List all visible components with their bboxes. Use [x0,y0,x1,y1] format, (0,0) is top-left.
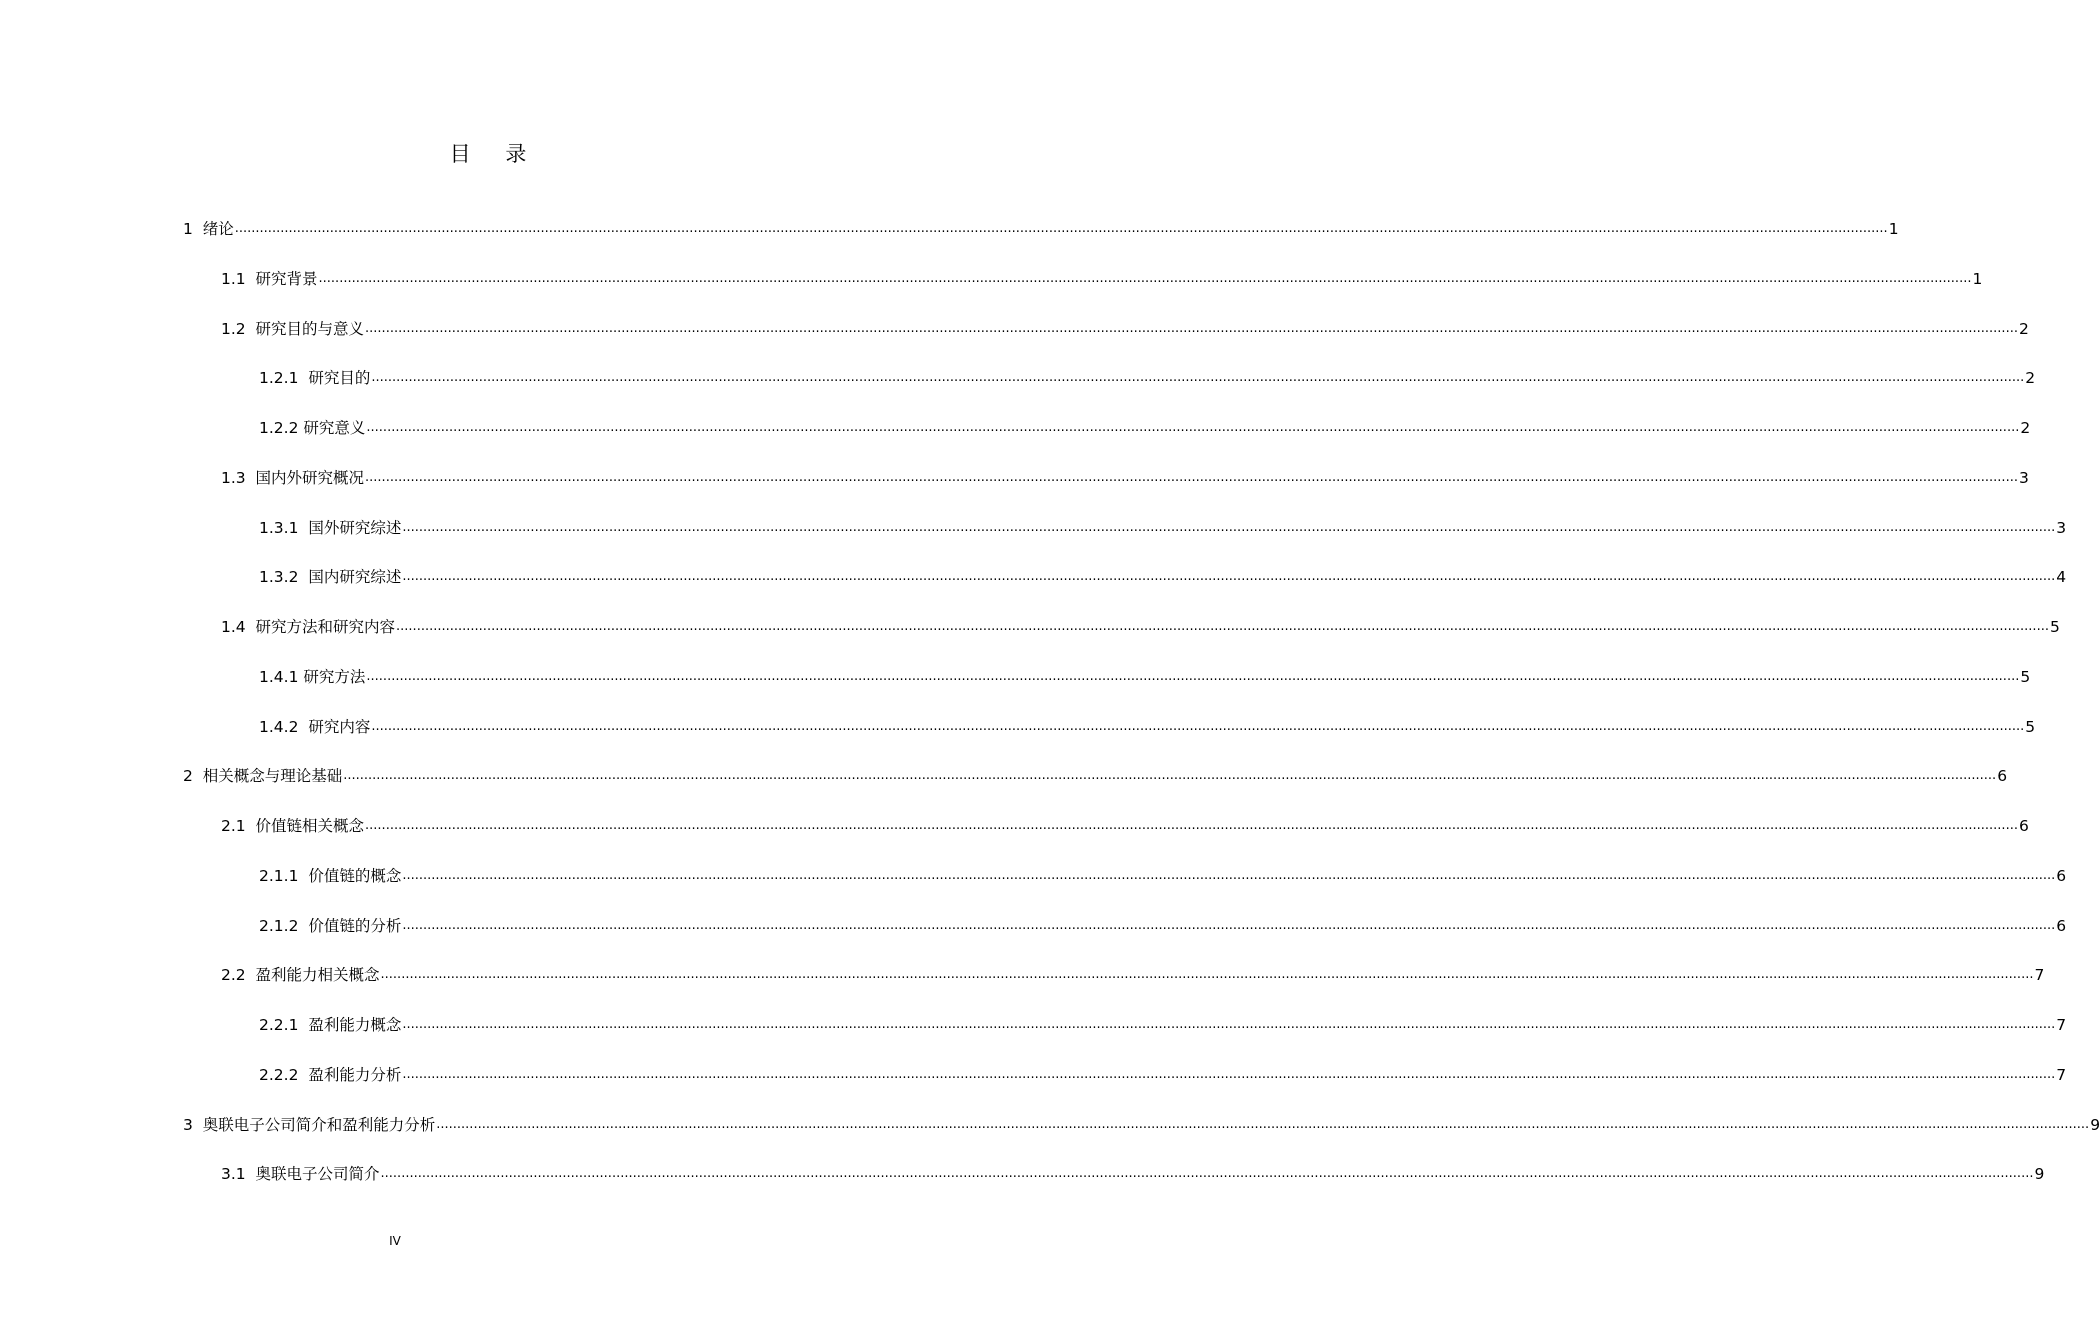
toc-leader-dots: ................................................................................................................................................................................................................................................................................................................................................................................................................ [402,1066,2056,1082]
toc-entry-page: 9 [2034,1165,2045,1184]
toc-entry-title: 研究目的与意义 [255,319,365,338]
toc-entry-number: 1.2.1 [259,369,299,388]
toc-entry[interactable] [259,1013,2067,1037]
toc-entry[interactable] [259,864,2067,888]
toc-entry-label [183,1113,435,1137]
toc-entry-number: 2 [183,767,193,786]
toc-entry-number: 1.2 [221,319,246,338]
toc-leader-dots: ................................................................................................................................................................................................................................................................................................................................................................................................................ [365,320,2018,336]
toc-entry[interactable] [259,1063,2067,1087]
toc-entry-title: 国内外研究概况 [255,468,365,487]
toc-entry-page: 7 [2056,1065,2067,1084]
toc-entry-gap [298,917,308,935]
toc-entry[interactable] [221,1162,2045,1186]
toc-entry-number: 1.3.1 [259,518,299,537]
toc-entry-number: 2.1.2 [259,916,299,935]
page-number: IV [389,1234,401,1248]
toc-entry-number: 1.3.2 [259,568,299,587]
toc-entry-number: 1.2.2 [259,419,299,437]
toc-leader-dots: ................................................................................................................................................................................................................................................................................................................................................................................................................ [402,867,2056,883]
toc-entry-gap [298,369,308,387]
toc-entry-title: 研究内容 [308,717,371,736]
toc-entry-label [221,267,318,291]
toc-entry-gap [246,1165,256,1183]
toc-entry-page: 3 [2018,468,2029,487]
toc-entry-gap [298,718,308,736]
toc-entry-number: 1.4 [221,618,246,636]
toc-entry-title: 国外研究综述 [308,518,402,537]
toc-entry[interactable] [259,914,2067,938]
toc-entry[interactable] [221,963,2045,987]
toc-leader-dots: ................................................................................................................................................................................................................................................................................................................................................................................................................ [371,718,2025,734]
toc-entry-label [259,1063,401,1087]
toc-entry-title: 研究方法 [303,667,366,686]
toc-entry-page: 6 [2056,916,2067,935]
toc-leader-dots: ................................................................................................................................................................................................................................................................................................................................................................................................................ [402,1017,2056,1032]
toc-entry[interactable] [221,814,2029,838]
toc-leader-dots: ................................................................................................................................................................................................................................................................................................................................................................................................................ [396,619,2049,634]
toc-entry-page: 1 [1972,269,1983,288]
toc-entry-title: 相关概念与理论基础 [202,767,343,786]
toc-entry-label [221,466,364,490]
toc-leader-dots: ................................................................................................................................................................................................................................................................................................................................................................................................................ [402,519,2056,535]
toc-entry-gap [298,1066,308,1084]
toc-entry-number: 2.1.1 [259,866,299,885]
toc-entry[interactable] [259,416,2031,440]
toc-entry-number: 1.4.2 [259,717,299,736]
toc-entry-title: 绪论 [202,220,234,238]
toc-entry[interactable] [221,267,1983,291]
toc-entry-title: 盈利能力相关概念 [255,966,380,985]
toc-entry[interactable] [221,615,2060,639]
toc-entry[interactable] [221,317,2029,341]
toc-entry-page: 2 [2018,319,2029,338]
toc-entry-title: 盈利能力概念 [308,1016,402,1034]
toc-entry-title: 奥联电子公司简介 [255,1165,380,1184]
page-title: 目 录 [449,142,541,166]
toc-entry-label [259,665,365,689]
toc-entry-label [259,1013,401,1037]
toc-entry-label [259,715,370,739]
toc-entry-label [221,1162,380,1186]
toc-entry-title: 研究目的 [308,369,371,388]
toc-entry-title: 价值链的概念 [308,866,402,885]
toc-entry-title: 价值链的分析 [308,916,402,935]
toc-entry-title: 研究方法和研究内容 [255,618,396,636]
toc-entry-page: 5 [2020,667,2031,686]
toc-entry[interactable] [259,366,2036,390]
toc-entry-title: 研究背景 [255,269,318,288]
toc-entry-gap [246,270,256,288]
toc-entry-label [221,317,364,341]
toc-entry-gap [298,568,308,586]
toc-entry-label [259,516,401,540]
toc-entry[interactable] [259,665,2031,689]
toc-entry-page: 9 [2090,1115,2100,1134]
toc-entry-label [259,914,401,938]
toc-entry-gap [246,966,256,984]
toc-entry-label [259,366,370,390]
toc-entry-number: 3 [183,1115,193,1134]
toc-entry[interactable] [259,565,2067,589]
toc-entry-number: 2.2.1 [259,1016,299,1034]
toc-entry-gap [246,817,256,835]
toc-entry-page: 2 [2025,369,2036,388]
toc-entry-label [183,764,342,788]
toc-entry-page: 7 [2034,966,2045,985]
toc-entry[interactable] [183,764,2008,788]
toc-entry-number: 2.1 [221,817,246,835]
toc-entry-number: 1.3 [221,468,246,487]
toc-entry-page: 3 [2056,518,2067,537]
toc-entry-page: 6 [2056,866,2067,885]
toc-entry-page: 5 [2025,717,2036,736]
toc-entry-label [221,814,364,838]
toc-entry-page: 5 [2049,618,2060,636]
toc-entry[interactable] [183,1113,2100,1137]
toc-entry-gap [246,320,256,338]
toc-entry-gap [193,767,203,785]
toc-entry-label [183,217,234,241]
toc-entry-page: 6 [1997,767,2008,786]
toc-entry-title: 研究意义 [303,419,366,437]
toc-leader-dots: ................................................................................................................................................................................................................................................................................................................................................................................................................ [366,420,2020,435]
toc-entry-number: 1.1 [221,269,246,288]
toc-entry-title: 盈利能力分析 [308,1065,402,1084]
toc-leader-dots: ................................................................................................................................................................................................................................................................................................................................................................................................................ [365,818,2018,833]
toc-leader-dots: ................................................................................................................................................................................................................................................................................................................................................................................................................ [343,768,1997,784]
toc-entry-page: 6 [2018,817,2029,835]
toc-entry-page: 2 [2020,419,2031,437]
toc-entry-gap [193,1116,203,1134]
toc-entry-page: 4 [2056,568,2067,587]
toc-entry-page: 1 [1888,220,1899,238]
toc-entry-number: 2.2.2 [259,1065,299,1084]
toc-entry-label [259,416,365,440]
toc-leader-dots: ................................................................................................................................................................................................................................................................................................................................................................................................................ [371,370,2025,386]
toc-entry-gap [246,469,256,487]
toc-leader-dots: ................................................................................................................................................................................................................................................................................................................................................................................................................ [234,221,1888,236]
toc-entry-label [221,615,395,639]
toc-entry-page: 7 [2056,1016,2067,1034]
toc-leader-dots: ................................................................................................................................................................................................................................................................................................................................................................................................................ [436,1116,2090,1132]
toc-entry[interactable] [183,217,1899,241]
toc-entry-number: 3.1 [221,1165,246,1184]
toc-entry-title: 价值链相关概念 [255,817,365,835]
toc-entry-label [259,864,401,888]
toc-entry-gap [298,519,308,537]
toc-leader-dots: ................................................................................................................................................................................................................................................................................................................................................................................................................ [402,569,2056,585]
toc-leader-dots: ................................................................................................................................................................................................................................................................................................................................................................................................................ [380,967,2034,983]
toc-entry-gap [298,1016,308,1034]
toc-entry-number: 1 [183,220,193,238]
toc-entry-title: 奥联电子公司简介和盈利能力分析 [202,1115,436,1134]
toc-entry[interactable] [221,466,2029,490]
toc-entry-label [221,963,380,987]
toc-leader-dots: ................................................................................................................................................................................................................................................................................................................................................................................................................ [402,917,2056,933]
toc-leader-dots: ................................................................................................................................................................................................................................................................................................................................................................................................................ [380,1166,2034,1182]
toc-entry-title: 国内研究综述 [308,568,402,587]
toc-leader-dots: ................................................................................................................................................................................................................................................................................................................................................................................................................ [365,469,2018,485]
toc-entry[interactable] [259,516,2067,540]
toc-entry-gap [298,867,308,885]
toc-entry[interactable] [259,715,2036,739]
toc-entry-label [259,565,401,589]
toc-entry-number: 1.4.1 [259,667,299,686]
toc-leader-dots: ................................................................................................................................................................................................................................................................................................................................................................................................................ [318,270,1972,286]
toc-entry-gap [193,220,203,238]
toc-entry-number: 2.2 [221,966,246,985]
toc-entry-gap [246,618,256,636]
toc-leader-dots: ................................................................................................................................................................................................................................................................................................................................................................................................................ [366,668,2020,684]
